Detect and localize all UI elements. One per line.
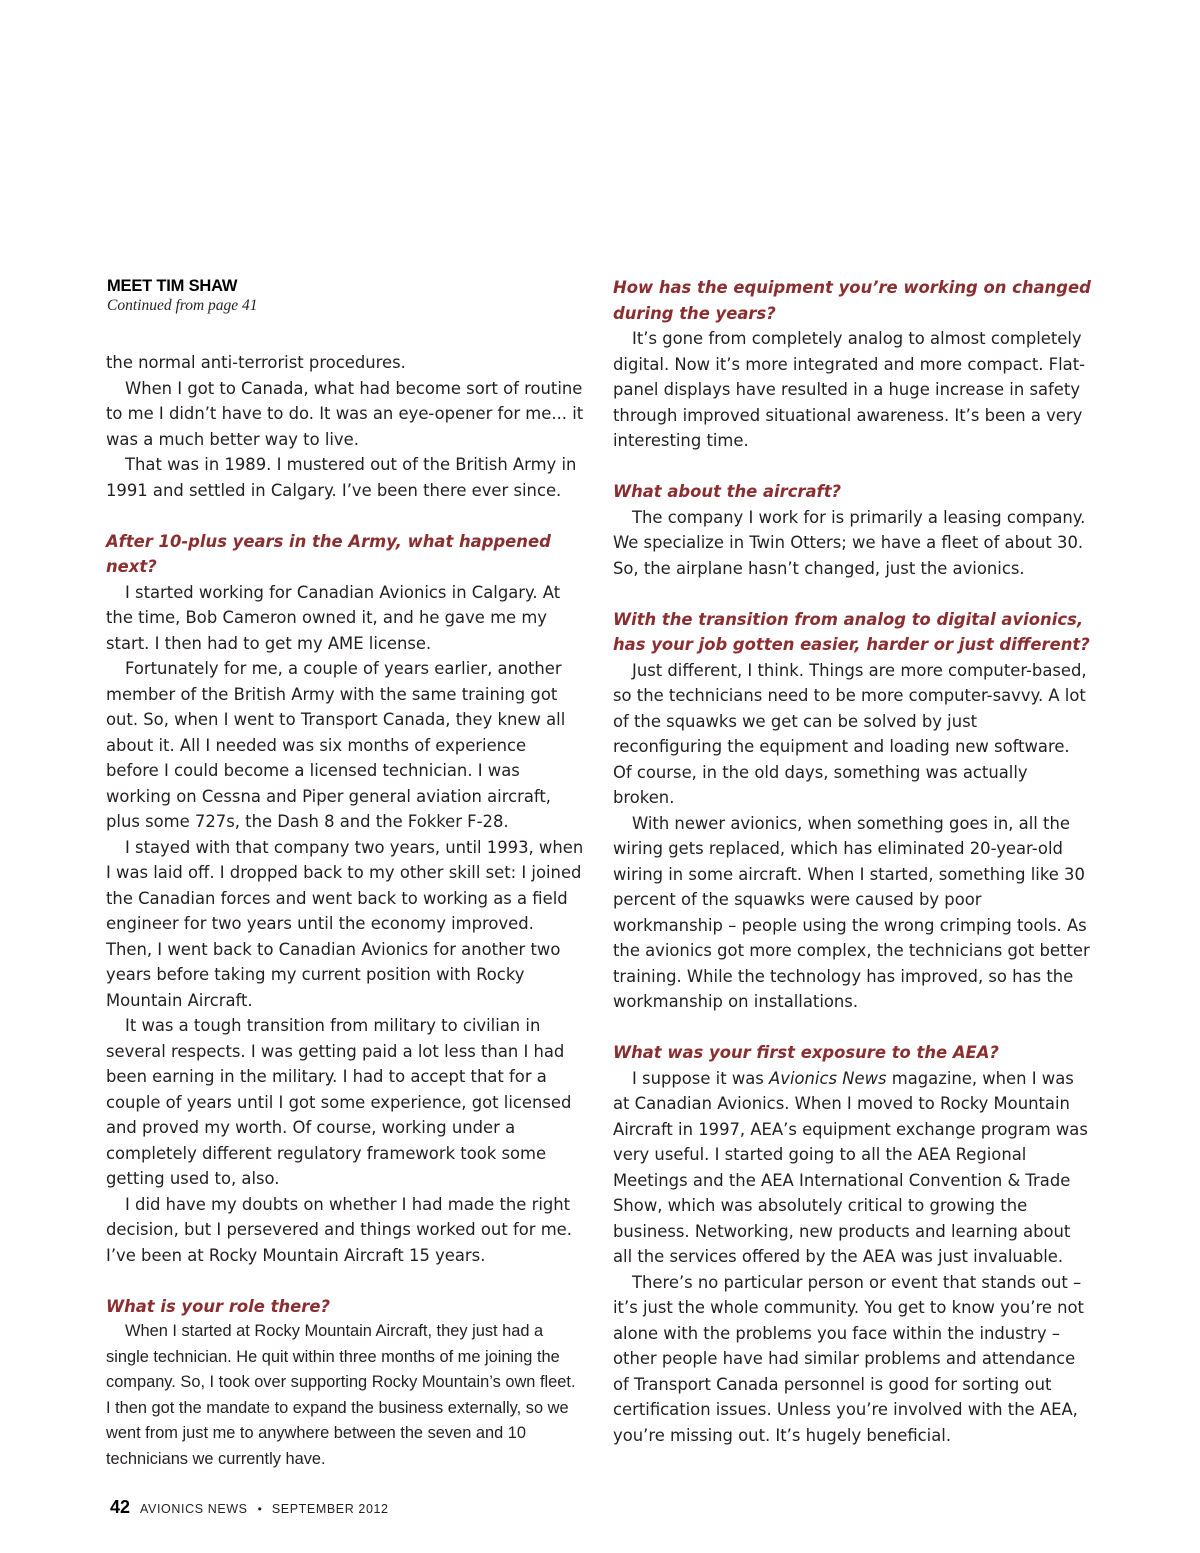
paragraph: I did have my doubts on whether I had made the right decision, but I persevered and things worked out for me. I’ve been at Rocky Mountain Aircraft 15 years. [106, 1194, 572, 1265]
spacer [106, 503, 584, 529]
interview-question: How has the equipment you’re working on changed during the years? [613, 278, 1091, 323]
interview-question: With the transition from analog to digital avionics, has your job gotten easier, harder or just different? [613, 609, 1090, 654]
interview-question: What is your role there? [106, 1296, 330, 1316]
paragraph: With newer avionics, when something goes in, all the wiring gets replaced, which has eliminated 20-year-old wiring in some aircraft. When I started, something like 30 percent of the squawks were caused by poor workmanship – people using the wrong crimping tools. As the avionics got more complex, the technicians got better training. While the technology has improved, so has the workmanship on installations. [613, 813, 1090, 1011]
spacer [613, 1015, 1091, 1041]
paragraph: the normal anti-terrorist procedures. [106, 353, 406, 372]
right-column [613, 275, 1091, 1448]
paragraph: That was in 1989. I mustered out of the British Army in 1991 and settled in Calgary. I’ve been there ever since. [106, 455, 577, 500]
magazine-title: Avionics News [769, 1068, 887, 1088]
text-run: magazine, when I was at Canadian Avionics. When I moved to Rocky Mountain Aircraft in 1997, AEA’s equipment exchange program was very useful. I started going to all the AEA Regional Meetings and the AEA International Convention & Trade Show, which was absolutely critical to growing the business. Networking, new products and learning about all the services offered by the AEA was just invaluable. [613, 1068, 1088, 1266]
paragraph: Fortunately for me, a couple of years earlier, another member of the British Army with the same training got out. So, when I went to Transport Canada, they knew all about it. All I needed was six months of experience before I could become a licensed technician. I was working on Cessna and Piper general aviation aircraft, plus some 727s, the Dash 8 and the Fokker F-28. [106, 659, 566, 831]
paragraph: When I started at Rocky Mountain Aircraft, they just had a single technician. He quit within three months of me joining the company. So, I took over supporting Rocky Mountain’s own fleet. I then got the mandate to expand the business externally, so we went from just me to anywhere between the seven and 10 technicians we currently have. [106, 1322, 576, 1468]
interview-question: What about the aircraft? [613, 482, 842, 501]
paragraph: Just different, I think. Things are more computer-based, so the technicians need to be more computer-savvy. A lot of the squawks we get can be solved by just reconfiguring the equipment and loading new software. Of course, in the old days, something was actually broken. [613, 660, 1087, 807]
spacer [106, 1268, 584, 1294]
paragraph: I started working for Canadian Avionics in Calgary. At the time, Bob Cameron owned it, and he gave me my start. I then had to get my AME license. [106, 582, 561, 653]
spacer [613, 581, 1091, 607]
paragraph: When I got to Canada, what had become sort of routine to me I didn’t have to do. It was an eye-opener for me... it was a much better way to live. [106, 378, 584, 449]
interview-question: What was your first exposure to the AEA? [613, 1043, 999, 1062]
paragraph: There’s no particular person or event that stands out – it’s just the whole community. You get to know you’re not alone with the problems you face within the industry – other people have had similar problems and attendance of Transport Canada personnel is good for sorting out certification issues. Unless you’re involved with the AEA, you’re missing out. It’s hugely beneficial. [613, 1272, 1084, 1445]
interview-question: After 10-plus years in the Army, what happened next? [106, 531, 551, 576]
page-number: 42 [110, 1497, 131, 1517]
text-run: I suppose it was [632, 1068, 770, 1088]
paragraph: The company I work for is primarily a leasing company. We specialize in Twin Otters; we have a fleet of about 30. So, the airplane hasn’t changed, just the avionics. [613, 507, 1086, 578]
paragraph: It’s gone from completely analog to almost completely digital. Now it’s more integrated and more compact. Flat-panel displays have resulted in a huge increase in safety through improved situational awareness. It’s been a very interesting time. [613, 329, 1086, 450]
left-column [106, 350, 584, 1472]
spacer [613, 454, 1091, 480]
paragraph [613, 1066, 1091, 1270]
bullet-separator: • [257, 1502, 262, 1516]
page-footer [110, 1497, 389, 1518]
article-header [107, 276, 567, 316]
paragraph: It was a tough transition from military to civilian in several respects. I was getting paid a lot less than I had been earning in the military. I had to accept that for a couple of years until I got some experience, got licensed and proved my worth. Of course, working under a completely different regulatory framework took some getting used to, also. [106, 1016, 572, 1188]
publication-name: AVIONICS NEWS [140, 1502, 248, 1516]
issue-date: SEPTEMBER 2012 [271, 1502, 389, 1516]
continued-note: Continued from page 41 [107, 297, 258, 314]
section-label: MEET TIM SHAW [107, 277, 238, 295]
paragraph: I stayed with that company two years, until 1993, when I was laid off. I dropped back to my other skill set: I joined the Canadian forces and went back to working as a field engineer for two years until the economy improved. Then, I went back to Canadian Avionics for another two years before taking my current position with Rocky Mountain Aircraft. [106, 837, 584, 1010]
